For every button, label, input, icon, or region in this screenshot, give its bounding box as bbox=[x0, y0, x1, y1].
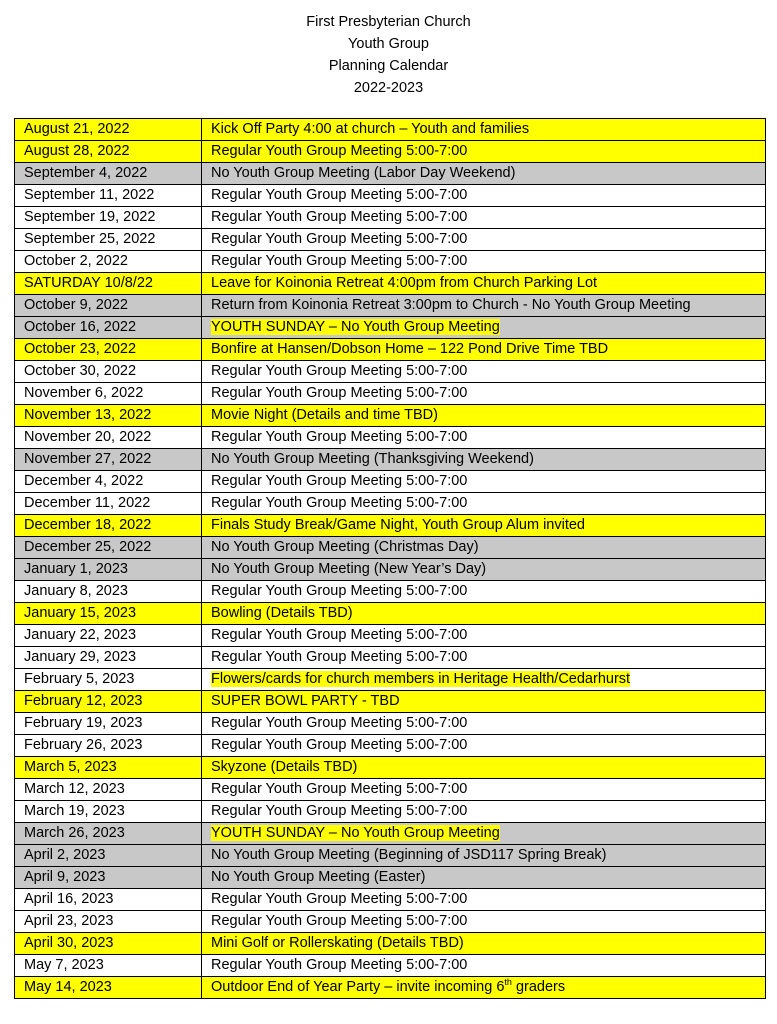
event-date: April 16, 2023 bbox=[15, 889, 202, 911]
event-text: Regular Youth Group Meeting 5:00-7:00 bbox=[211, 913, 468, 929]
event-text: Regular Youth Group Meeting 5:00-7:00 bbox=[211, 649, 468, 665]
calendar-body bbox=[15, 119, 766, 999]
event-description bbox=[202, 647, 766, 669]
event-description bbox=[202, 383, 766, 405]
event-text: Mini Golf or Rollerskating (Details TBD) bbox=[211, 935, 464, 951]
event-date: April 9, 2023 bbox=[15, 867, 202, 889]
event-text: Regular Youth Group Meeting 5:00-7:00 bbox=[211, 957, 468, 973]
year-range: 2022-2023 bbox=[353, 80, 424, 96]
calendar-row bbox=[15, 691, 766, 713]
calendar-row bbox=[15, 647, 766, 669]
event-date: November 13, 2022 bbox=[15, 405, 202, 427]
event-description bbox=[202, 779, 766, 801]
calendar-row bbox=[15, 339, 766, 361]
event-text: Regular Youth Group Meeting 5:00-7:00 bbox=[211, 473, 468, 489]
calendar-row bbox=[15, 581, 766, 603]
event-description bbox=[202, 889, 766, 911]
calendar-row bbox=[15, 361, 766, 383]
event-date: April 23, 2023 bbox=[15, 911, 202, 933]
event-date: May 7, 2023 bbox=[15, 955, 202, 977]
event-description bbox=[202, 713, 766, 735]
event-date: January 22, 2023 bbox=[15, 625, 202, 647]
event-date: April 30, 2023 bbox=[15, 933, 202, 955]
event-description bbox=[202, 735, 766, 757]
calendar-row bbox=[15, 933, 766, 955]
calendar-row bbox=[15, 295, 766, 317]
calendar-row bbox=[15, 757, 766, 779]
group-name: Youth Group bbox=[348, 36, 429, 52]
event-date: September 11, 2022 bbox=[15, 185, 202, 207]
calendar-row bbox=[15, 383, 766, 405]
event-description bbox=[202, 757, 766, 779]
calendar-row bbox=[15, 537, 766, 559]
calendar-row bbox=[15, 405, 766, 427]
calendar-row bbox=[15, 867, 766, 889]
event-date: November 6, 2022 bbox=[15, 383, 202, 405]
event-text: Regular Youth Group Meeting 5:00-7:00 bbox=[211, 143, 468, 159]
event-date: SATURDAY 10/8/22 bbox=[15, 273, 202, 295]
event-description bbox=[202, 801, 766, 823]
event-description bbox=[202, 493, 766, 515]
event-date: October 2, 2022 bbox=[15, 251, 202, 273]
event-text: Regular Youth Group Meeting 5:00-7:00 bbox=[211, 363, 468, 379]
event-text: No Youth Group Meeting (Labor Day Weekend) bbox=[211, 165, 516, 181]
event-date: December 4, 2022 bbox=[15, 471, 202, 493]
event-date: March 19, 2023 bbox=[15, 801, 202, 823]
calendar-row bbox=[15, 273, 766, 295]
document-title: Planning Calendar bbox=[328, 58, 449, 74]
calendar-row bbox=[15, 823, 766, 845]
event-description bbox=[202, 427, 766, 449]
event-description bbox=[202, 845, 766, 867]
event-text: Leave for Koinonia Retreat 4:00pm from Church Parking Lot bbox=[211, 275, 598, 291]
event-date: February 19, 2023 bbox=[15, 713, 202, 735]
event-text: No Youth Group Meeting (New Year’s Day) bbox=[211, 561, 487, 577]
event-date: August 28, 2022 bbox=[15, 141, 202, 163]
event-description bbox=[202, 625, 766, 647]
calendar-row bbox=[15, 713, 766, 735]
event-text: Regular Youth Group Meeting 5:00-7:00 bbox=[211, 187, 468, 203]
calendar-row bbox=[15, 163, 766, 185]
event-date: February 26, 2023 bbox=[15, 735, 202, 757]
event-date: January 29, 2023 bbox=[15, 647, 202, 669]
event-description bbox=[202, 823, 766, 845]
event-text: Regular Youth Group Meeting 5:00-7:00 bbox=[211, 253, 468, 269]
event-date: January 1, 2023 bbox=[15, 559, 202, 581]
event-date: October 16, 2022 bbox=[15, 317, 202, 339]
calendar-row bbox=[15, 185, 766, 207]
event-text: Movie Night (Details and time TBD) bbox=[211, 407, 438, 423]
event-description bbox=[202, 449, 766, 471]
event-description bbox=[202, 251, 766, 273]
event-text: Regular Youth Group Meeting 5:00-7:00 bbox=[211, 209, 468, 225]
event-date: February 5, 2023 bbox=[15, 669, 202, 691]
calendar-row bbox=[15, 845, 766, 867]
event-description bbox=[202, 119, 766, 141]
event-text: Regular Youth Group Meeting 5:00-7:00 bbox=[211, 803, 468, 819]
event-text: Regular Youth Group Meeting 5:00-7:00 bbox=[211, 891, 468, 907]
calendar-row bbox=[15, 251, 766, 273]
event-date: December 11, 2022 bbox=[15, 493, 202, 515]
event-text: Bonfire at Hansen/Dobson Home – 122 Pond Drive Time TBD bbox=[211, 341, 609, 357]
event-text: Flowers/cards for church members in Heritage Health/Cedarhurst bbox=[211, 671, 631, 687]
event-description bbox=[202, 471, 766, 493]
event-description bbox=[202, 691, 766, 713]
event-description bbox=[202, 911, 766, 933]
calendar-row bbox=[15, 889, 766, 911]
event-date: February 12, 2023 bbox=[15, 691, 202, 713]
event-description bbox=[202, 669, 766, 691]
event-description bbox=[202, 537, 766, 559]
calendar-row bbox=[15, 625, 766, 647]
event-description bbox=[202, 295, 766, 317]
event-text: Regular Youth Group Meeting 5:00-7:00 bbox=[211, 385, 468, 401]
event-description bbox=[202, 163, 766, 185]
event-description bbox=[202, 559, 766, 581]
event-date: November 20, 2022 bbox=[15, 427, 202, 449]
calendar-row bbox=[15, 955, 766, 977]
event-text: Skyzone (Details TBD) bbox=[211, 759, 358, 775]
event-date: October 30, 2022 bbox=[15, 361, 202, 383]
event-description bbox=[202, 581, 766, 603]
event-text: Regular Youth Group Meeting 5:00-7:00 bbox=[211, 495, 468, 511]
calendar-row bbox=[15, 207, 766, 229]
event-text: Regular Youth Group Meeting 5:00-7:00 bbox=[211, 231, 468, 247]
event-description bbox=[202, 867, 766, 889]
document-header bbox=[0, 11, 777, 99]
event-date: November 27, 2022 bbox=[15, 449, 202, 471]
calendar-row bbox=[15, 801, 766, 823]
event-description bbox=[202, 141, 766, 163]
event-date: March 26, 2023 bbox=[15, 823, 202, 845]
calendar-row bbox=[15, 449, 766, 471]
event-date: December 25, 2022 bbox=[15, 537, 202, 559]
event-text: No Youth Group Meeting (Christmas Day) bbox=[211, 539, 479, 555]
calendar-row bbox=[15, 515, 766, 537]
calendar-row bbox=[15, 603, 766, 625]
calendar-row bbox=[15, 669, 766, 691]
event-text: Kick Off Party 4:00 at church – Youth and families bbox=[211, 121, 530, 137]
event-date: January 15, 2023 bbox=[15, 603, 202, 625]
event-text: Return from Koinonia Retreat 3:00pm to Church - No Youth Group Meeting bbox=[211, 297, 691, 313]
event-text: Bowling (Details TBD) bbox=[211, 605, 353, 621]
event-description bbox=[202, 955, 766, 977]
calendar-row bbox=[15, 977, 766, 999]
event-date: October 9, 2022 bbox=[15, 295, 202, 317]
event-date: October 23, 2022 bbox=[15, 339, 202, 361]
event-description bbox=[202, 339, 766, 361]
event-text: Regular Youth Group Meeting 5:00-7:00 bbox=[211, 781, 468, 797]
event-description bbox=[202, 361, 766, 383]
event-date: April 2, 2023 bbox=[15, 845, 202, 867]
calendar-row bbox=[15, 735, 766, 757]
event-text: Regular Youth Group Meeting 5:00-7:00 bbox=[211, 715, 468, 731]
event-date: March 5, 2023 bbox=[15, 757, 202, 779]
event-date: January 8, 2023 bbox=[15, 581, 202, 603]
calendar-row bbox=[15, 493, 766, 515]
event-text: Regular Youth Group Meeting 5:00-7:00 bbox=[211, 429, 468, 445]
event-description bbox=[202, 977, 766, 999]
event-date: September 4, 2022 bbox=[15, 163, 202, 185]
event-text: Outdoor End of Year Party – invite incoming 6 bbox=[211, 979, 505, 995]
calendar-row bbox=[15, 911, 766, 933]
calendar-row bbox=[15, 471, 766, 493]
event-text: No Youth Group Meeting (Beginning of JSD117 Spring Break) bbox=[211, 847, 607, 863]
event-date: September 25, 2022 bbox=[15, 229, 202, 251]
planning-calendar-table bbox=[14, 118, 766, 999]
event-text: YOUTH SUNDAY – No Youth Group Meeting bbox=[211, 825, 500, 841]
event-date: September 19, 2022 bbox=[15, 207, 202, 229]
event-date: December 18, 2022 bbox=[15, 515, 202, 537]
event-description bbox=[202, 185, 766, 207]
event-text: SUPER BOWL PARTY - TBD bbox=[211, 693, 400, 709]
calendar-row bbox=[15, 559, 766, 581]
event-text: Regular Youth Group Meeting 5:00-7:00 bbox=[211, 737, 468, 753]
calendar-row bbox=[15, 317, 766, 339]
event-text: YOUTH SUNDAY – No Youth Group Meeting bbox=[211, 319, 500, 335]
calendar-row bbox=[15, 779, 766, 801]
calendar-row bbox=[15, 229, 766, 251]
calendar-row bbox=[15, 119, 766, 141]
event-text: Regular Youth Group Meeting 5:00-7:00 bbox=[211, 583, 468, 599]
event-text-tail: graders bbox=[511, 979, 566, 995]
event-description bbox=[202, 933, 766, 955]
event-text: Finals Study Break/Game Night, Youth Group Alum invited bbox=[211, 517, 585, 533]
event-date: August 21, 2022 bbox=[15, 119, 202, 141]
event-description bbox=[202, 405, 766, 427]
event-text: Regular Youth Group Meeting 5:00-7:00 bbox=[211, 627, 468, 643]
event-description bbox=[202, 229, 766, 251]
church-name: First Presbyterian Church bbox=[306, 14, 471, 30]
event-description bbox=[202, 317, 766, 339]
event-text: No Youth Group Meeting (Thanksgiving Weekend) bbox=[211, 451, 534, 467]
calendar-row bbox=[15, 141, 766, 163]
event-text: No Youth Group Meeting (Easter) bbox=[211, 869, 426, 885]
ordinal-suffix: th bbox=[504, 977, 512, 988]
event-date: May 14, 2023 bbox=[15, 977, 202, 999]
event-description bbox=[202, 273, 766, 295]
event-description bbox=[202, 515, 766, 537]
event-description bbox=[202, 207, 766, 229]
event-description bbox=[202, 603, 766, 625]
calendar-row bbox=[15, 427, 766, 449]
event-date: March 12, 2023 bbox=[15, 779, 202, 801]
